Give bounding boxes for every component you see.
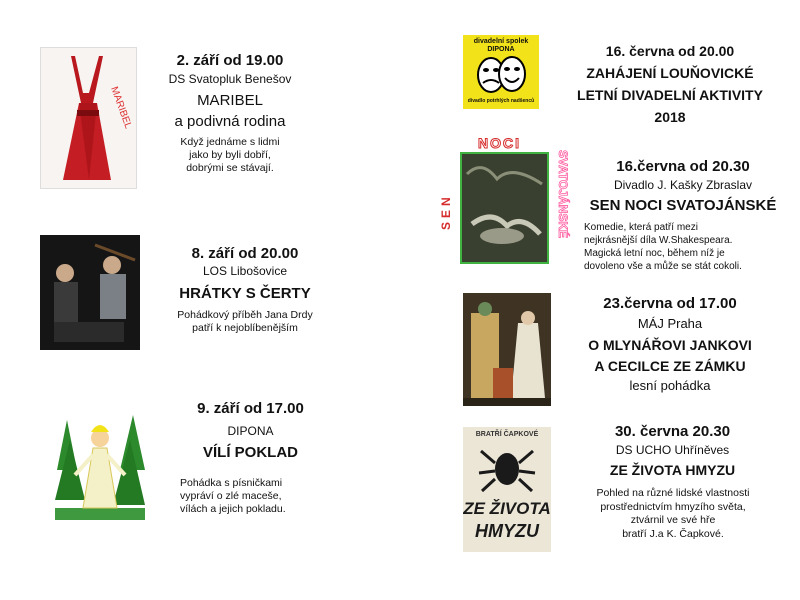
- event-desc-line: dovoleno vše a může se stát cokoli.: [584, 261, 742, 272]
- event-desc-line: vypráví o zlé maceše,: [180, 490, 282, 502]
- ze-zivota-hmyzu-poster: [463, 427, 551, 552]
- event-desc-line: Pohádkový příběh Jana Drdy: [177, 309, 313, 321]
- mlynar-photo: [463, 293, 551, 406]
- poster-noci-text: NOCI: [478, 135, 521, 151]
- event-title: ZE ŽIVOTA HMYZU: [609, 462, 736, 478]
- event-ensemble: DIPONA: [227, 424, 274, 438]
- event-date: 9. září od 17.00: [197, 400, 304, 417]
- event-title: MARIBEL: [197, 92, 263, 109]
- event-date: 16.června od 20.30: [616, 158, 750, 175]
- logo-top-text: divadelní spolek: [473, 38, 529, 45]
- event-ensemble: Divadlo J. Kašky Zbraslav: [613, 178, 753, 192]
- event-subtitle: lesní pohádka: [629, 378, 711, 393]
- event-desc-line: Když jednáme s lidmi: [180, 136, 280, 148]
- sen-noci-image: [460, 152, 549, 264]
- event-line: LETNÍ DIVADELNÍ AKTIVITY: [577, 87, 763, 103]
- poster-title-line1: ZE ŽIVOTA: [463, 499, 551, 518]
- event-title: VÍLÍ POKLAD: [202, 444, 298, 461]
- insect-icon: [477, 443, 537, 493]
- event-desc-line: jako by byli dobří,: [189, 149, 271, 161]
- event-title: HRÁTKY S ČERTY: [179, 285, 311, 302]
- event-date: 2. září od 19.00: [176, 52, 284, 69]
- poster-svatojanske-text: SVATOJÁNSKÉ: [556, 150, 570, 239]
- event-title: SEN NOCI SVATOJÁNSKÉ: [589, 197, 777, 214]
- poster-authors: BRATŘÍ ČAPKOVÉ: [475, 431, 539, 438]
- event-desc-line: Komedie, která patří mezi: [584, 222, 698, 233]
- hratky-photo: [40, 235, 140, 350]
- poster-sen-text: SEN: [439, 193, 453, 230]
- event-desc-line: bratří J.a K. Čapkové.: [622, 527, 724, 540]
- maribel-poster: [40, 47, 137, 189]
- event-year: 2018: [654, 109, 686, 125]
- event-desc-line: ztvárnil ve své hře: [630, 514, 716, 526]
- event-ensemble: LOS Libošovice: [202, 264, 288, 278]
- event-date: 16. června od 20.00: [605, 43, 735, 59]
- event-title-line2: a podivná rodina: [174, 113, 286, 130]
- event-desc-line: Pohádka s písničkami: [180, 477, 283, 489]
- event-desc-line: prostřednictvím hmyzího světa,: [600, 500, 746, 513]
- event-desc-line: dobrými se stávají.: [186, 162, 274, 174]
- event-desc-line: vílách a jejich pokladu.: [180, 503, 286, 515]
- event-ensemble: MÁJ Praha: [637, 316, 703, 331]
- dipona-logo: [463, 35, 539, 109]
- theatre-masks-icon: [471, 55, 531, 95]
- event-desc-line: Pohled na různé lidské vlastnosti: [596, 487, 750, 499]
- event-ensemble: DS UCHO Uhříněves: [615, 443, 730, 457]
- poster-title-line2: HMYZU: [475, 521, 539, 541]
- red-dress-image: [41, 48, 136, 188]
- event-date: 8. září od 20.00: [191, 245, 299, 262]
- event-date: 30. června 20.30: [614, 423, 731, 440]
- event-desc-line: Magická letní noc, během níž je: [584, 248, 725, 259]
- event-title-line2: A CECILCE ZE ZÁMKU: [594, 358, 746, 374]
- logo-name: DIPONA: [487, 46, 515, 53]
- logo-bottom-text: divadlo potrhlých nadšenců: [467, 98, 535, 104]
- vili-poklad-illustration: [55, 400, 145, 520]
- event-line: ZAHÁJENÍ LOUŇOVICKÉ: [586, 65, 754, 81]
- event-date: 23.června od 17.00: [603, 295, 737, 312]
- event-ensemble: DS Svatopluk Benešov: [168, 72, 292, 86]
- event-desc-line: nejkrásnější díla W.Shakespeara.: [584, 235, 733, 246]
- event-desc-line: patří k nejoblíbenějším: [192, 322, 298, 334]
- maribel-poster-text: MARIBEL: [108, 85, 134, 131]
- event-title-line1: O MLYNÁŘOVI JANKOVI: [588, 337, 752, 353]
